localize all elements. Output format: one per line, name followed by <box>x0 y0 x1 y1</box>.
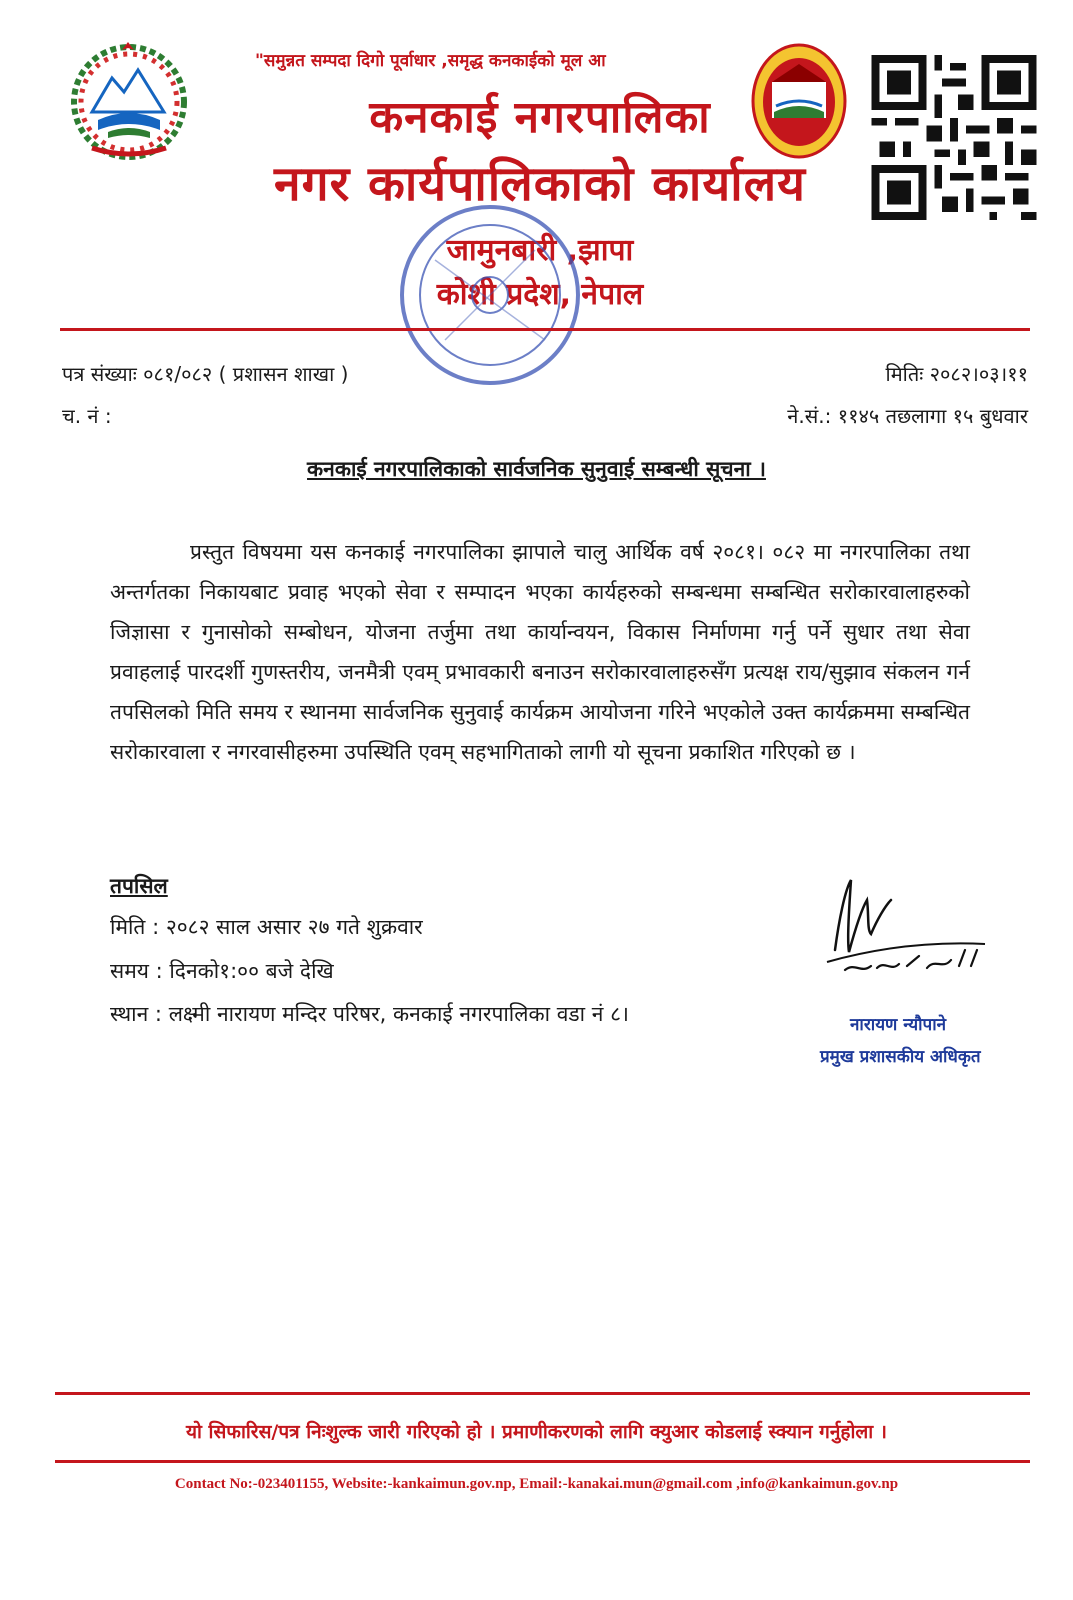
reference-number: पत्र संख्याः ०८१/०८२ ( प्रशासन शाखा ) <box>62 362 349 386</box>
office-name: नगर कार्यपालिकाको कार्यालय <box>273 156 807 212</box>
qr-code-icon[interactable] <box>870 55 1038 220</box>
notice-body: प्रस्तुत विषयमा यस कनकाई नगरपालिका झापाले चालु आर्थिक वर्ष २०८१। ०८२ मा नगरपालिका तथा अन्तर्गतका निकायबाट प्रवाह भएको सेवा र सम्पादन भएका कार्यहरुको सम्बन्धमा सम्बन्धित सरोकारवालाहरुको जिज्ञासा र गुनासोको सम्बोधन, योजना तर्जुमा तथा कार्यान्वयन, विकास निर्माणमा गर्नु पर्ने सुधार तथा सेवा प्रवाहलाई पारदर्शी गुणस्तरीय, जनमैत्री एवम् प्रभावकारी बनाउन सरोकारवालाहरुसँग प्रत्यक्ष राय/सुझाव संकलन गर्न तपसिलको मिति समय र स्थानमा सार्वजनिक सुनुवाई कार्यक्रम आयोजना गरिने भएकोले उक्त कार्यक्रममा सम्बन्धित सरोकारवाला र नगरवासीहरुमा उपस्थिति एवम् सहभागिताको लागी यो सूचना प्रकाशित गरिएको छ । <box>110 540 970 764</box>
nepal-emblem-icon <box>62 40 197 165</box>
signature-icon <box>815 870 995 980</box>
header-divider <box>60 328 1030 331</box>
address-line-2: कोशी प्रदेश, नेपाल <box>436 277 644 312</box>
office-stamp-icon <box>395 200 585 390</box>
nepal-sambat-date: ने.सं.: ११४५ तछलागा १५ बुधवार <box>787 404 1028 428</box>
event-time: समय : दिनको१:०० बजे देखि <box>110 959 334 983</box>
footer-divider-top <box>55 1392 1030 1395</box>
municipality-name: कनकाई नगरपालिका <box>369 92 711 143</box>
details-heading: तपसिल <box>110 874 168 898</box>
event-date: मिति : २०८२ साल असार २७ गते शुक्रवार <box>110 915 423 939</box>
officer-title: प्रमुख प्रशासकीय अधिकृत <box>820 1047 981 1067</box>
contact-info: Contact No:-023401155, Website:-kankaimun.gov.np, Email:-kanakai.mun@gmail.com ,info@kankaimun.gov.np <box>174 1476 899 1492</box>
footer-divider-bottom <box>55 1460 1030 1463</box>
letter-date: मितिः २०८२।०३।११ <box>885 362 1028 386</box>
notice-subject: कनकाई नगरपालिकाको सार्वजनिक सुनुवाई सम्बन्धी सूचना । <box>307 457 766 481</box>
dispatch-number: च. नं : <box>62 404 112 428</box>
municipality-logo-icon <box>750 42 848 160</box>
footer-note: यो सिफारिस/पत्र निःशुल्क जारी गरिएको हो । प्रमाणीकरणको लागि क्युआर कोडलाई स्क्यान गर्नुहोला । <box>185 1421 887 1443</box>
address-line-1: जामुनबारी ,झापा <box>446 233 634 268</box>
officer-name: नारायण न्यौपाने <box>850 1015 947 1035</box>
slogan: "समुन्नत सम्पदा दिगो पूर्वाधार ,समृद्ध कनकाईको मूल आ <box>255 51 606 71</box>
event-venue: स्थान : लक्ष्मी नारायण मन्दिर परिषर, कनकाई नगरपालिका वडा नं ८। <box>110 1002 629 1026</box>
